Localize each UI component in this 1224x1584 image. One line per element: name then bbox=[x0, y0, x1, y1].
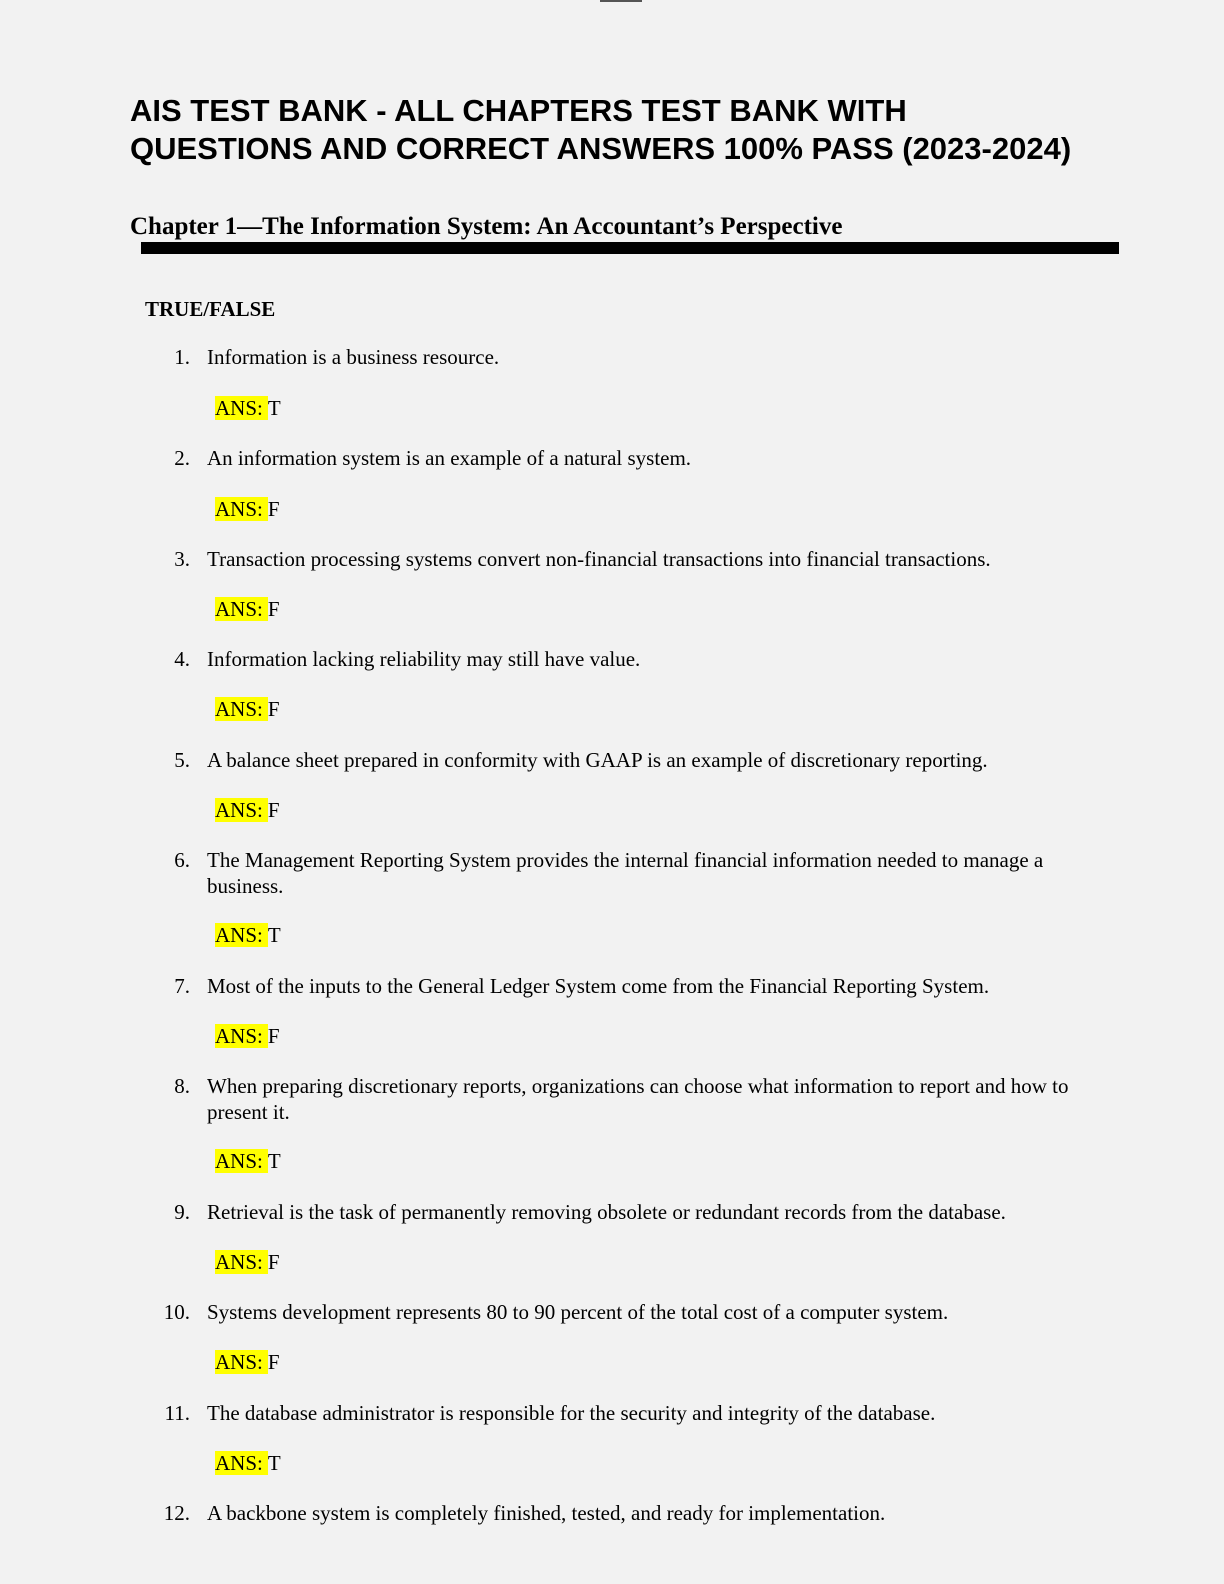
question-text: The database administrator is responsible for the security and integrity of the database. bbox=[207, 1401, 936, 1425]
question-text: When preparing discretionary reports, organizations can choose what information to report and how to present it. bbox=[207, 1074, 1069, 1124]
answer-line bbox=[215, 395, 281, 421]
question-text: Transaction processing systems convert non-financial transactions into financial transactions. bbox=[207, 547, 991, 571]
answer-value: F bbox=[267, 1250, 280, 1274]
question-number: 3. bbox=[174, 547, 190, 571]
answer-line bbox=[215, 1023, 280, 1049]
question-number: 9. bbox=[174, 1200, 190, 1224]
answer-line bbox=[215, 696, 280, 722]
question-text: A balance sheet prepared in conformity with GAAP is an example of discretionary reporting. bbox=[207, 748, 988, 772]
document-title bbox=[130, 92, 1130, 168]
question-number: 2. bbox=[174, 446, 190, 470]
question-number: 11. bbox=[164, 1401, 190, 1425]
question-number: 12. bbox=[163, 1501, 190, 1525]
answer-line bbox=[215, 922, 281, 948]
question-number: 4. bbox=[174, 647, 190, 671]
question-number: 10. bbox=[163, 1300, 190, 1324]
chapter-divider bbox=[141, 242, 1119, 254]
section-label: TRUE/FALSE bbox=[145, 297, 276, 321]
answer-value: F bbox=[267, 597, 280, 621]
answer-value: F bbox=[267, 697, 280, 721]
answer-label-highlight: ANS: bbox=[215, 497, 268, 521]
answer-label-highlight: ANS: bbox=[215, 923, 268, 947]
question-number: 5. bbox=[174, 748, 190, 772]
answer-value: T bbox=[267, 396, 281, 420]
question-number: 1. bbox=[174, 345, 190, 369]
answer-value: T bbox=[267, 923, 281, 947]
chapter-heading: Chapter 1—The Information System: An Accountant’s Perspective bbox=[130, 213, 843, 240]
answer-label-highlight: ANS: bbox=[215, 1350, 268, 1374]
question-text: Information lacking reliability may still have value. bbox=[207, 647, 641, 671]
answer-label-highlight: ANS: bbox=[215, 396, 268, 420]
answer-label-highlight: ANS: bbox=[215, 798, 268, 822]
answer-label-highlight: ANS: bbox=[215, 1024, 268, 1048]
question-number: 6. bbox=[174, 848, 190, 872]
question-text: The Management Reporting System provides the internal financial information needed to manage a business. bbox=[207, 848, 1044, 898]
answer-line bbox=[215, 1349, 280, 1375]
question-text: Retrieval is the task of permanently removing obsolete or redundant records from the database. bbox=[207, 1200, 1006, 1224]
answer-value: F bbox=[267, 497, 280, 521]
answer-line bbox=[215, 1148, 281, 1174]
page-header-mark bbox=[600, 0, 642, 2]
answer-value: F bbox=[267, 1024, 280, 1048]
answer-label-highlight: ANS: bbox=[215, 1149, 268, 1173]
document-title-line-1: AIS TEST BANK - ALL CHAPTERS TEST BANK WITH bbox=[130, 93, 907, 128]
answer-label-highlight: ANS: bbox=[215, 1250, 268, 1274]
answer-label-highlight: ANS: bbox=[215, 697, 268, 721]
question-text: Information is a business resource. bbox=[207, 345, 500, 369]
answer-value: T bbox=[267, 1451, 281, 1475]
answer-value: F bbox=[267, 1350, 280, 1374]
answer-line bbox=[215, 1450, 281, 1476]
answer-value: F bbox=[267, 798, 280, 822]
answer-line bbox=[215, 1249, 280, 1275]
question-text: An information system is an example of a natural system. bbox=[207, 446, 692, 470]
document-title-line-2: QUESTIONS AND CORRECT ANSWERS 100% PASS (2023-2024) bbox=[130, 131, 1072, 166]
question-text: Systems development represents 80 to 90 percent of the total cost of a computer system. bbox=[207, 1300, 949, 1324]
question-number: 8. bbox=[174, 1074, 190, 1098]
answer-label-highlight: ANS: bbox=[215, 597, 268, 621]
question-text: Most of the inputs to the General Ledger System come from the Financial Reporting System. bbox=[207, 974, 990, 998]
question-number: 7. bbox=[174, 974, 190, 998]
answer-line bbox=[215, 797, 280, 823]
question-text: A backbone system is completely finished, tested, and ready for implementation. bbox=[207, 1501, 886, 1525]
answer-label-highlight: ANS: bbox=[215, 1451, 268, 1475]
answer-line bbox=[215, 496, 280, 522]
answer-line bbox=[215, 596, 280, 622]
answer-value: T bbox=[267, 1149, 281, 1173]
